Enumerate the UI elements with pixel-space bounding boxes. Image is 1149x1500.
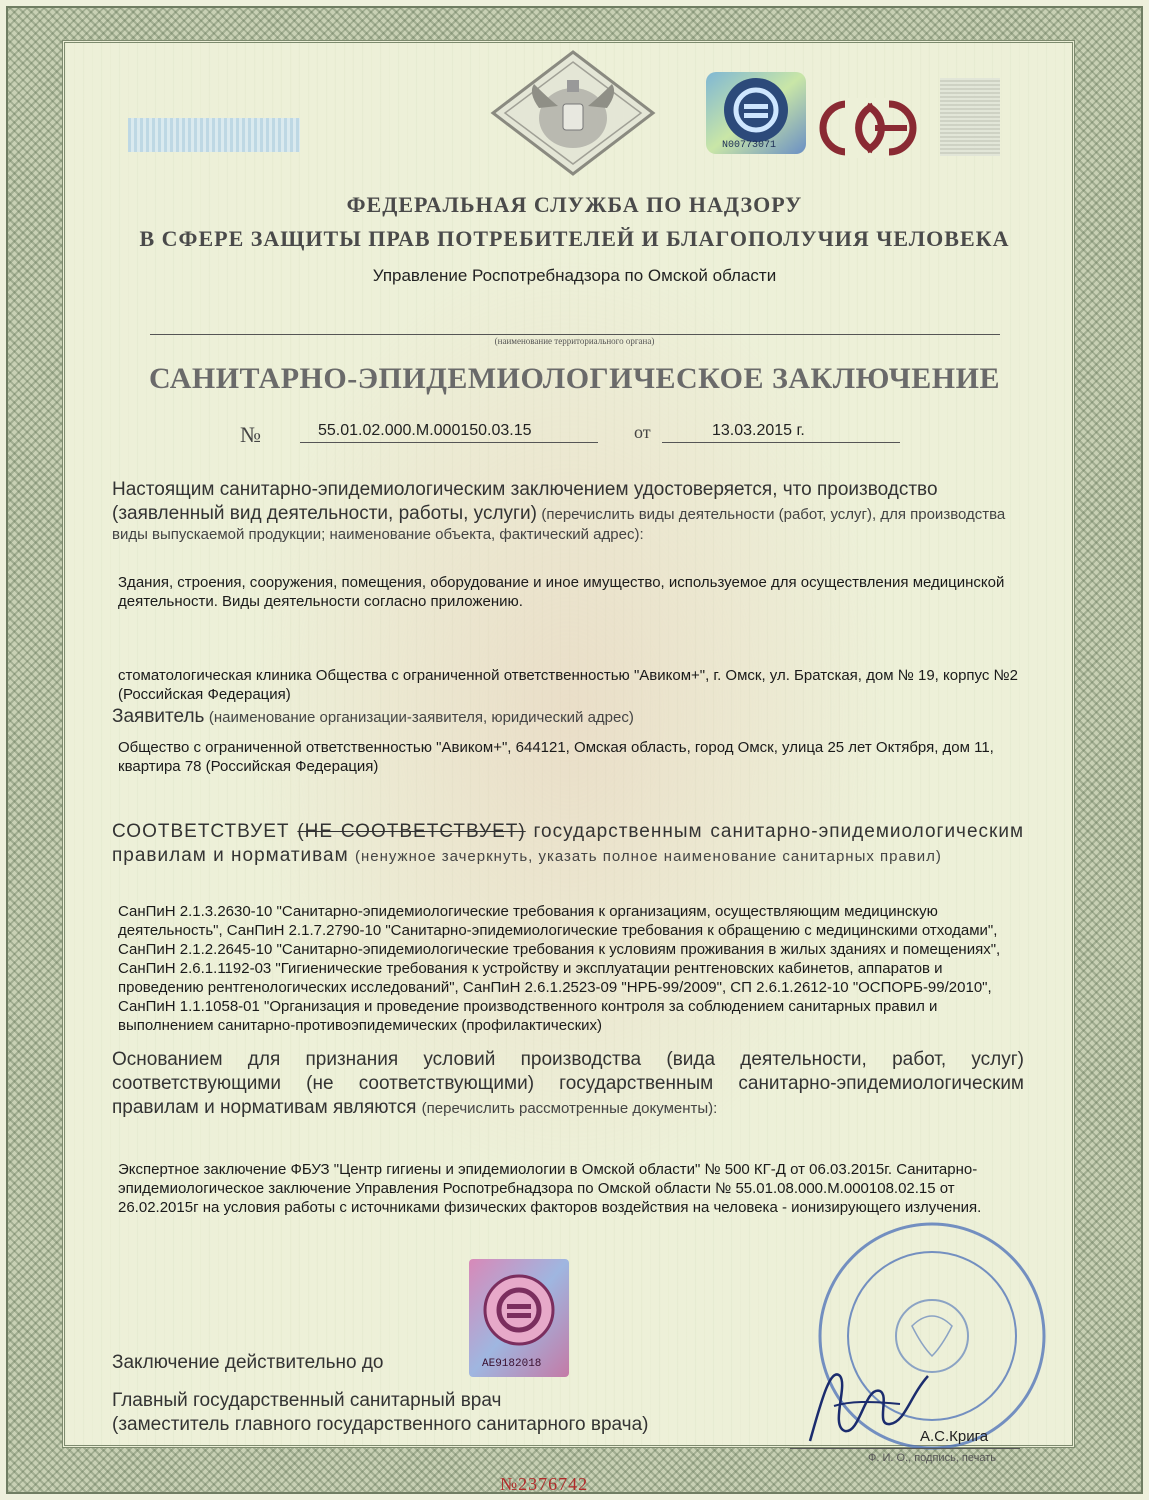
document-title: САНИТАРНО-ЭПИДЕМИОЛОГИЧЕСКОЕ ЗАКЛЮЧЕНИЕ <box>149 362 1000 395</box>
security-strip-left <box>128 118 300 152</box>
signer-name: А.С.Крига <box>920 1428 989 1445</box>
document-date: 13.03.2015 г. <box>662 422 900 443</box>
hologram-bottom-code: AE9182018 <box>482 1358 542 1370</box>
production-value: Здания, строения, сооружения, помещения, оборудование и иное имущество, используемое для осуществления медицинской деятельности. Виды деятельности согласно приложению. <box>118 574 1005 610</box>
applicant-label: Заявитель <box>112 706 205 727</box>
basis-value: Экспертное заключение ФБУЗ "Центр гигиены и эпидемиологии в Омской области" № 500 КГ-Д от 06.03.2015г. Санитарно-эпидемиологическое заключение Управления Роспотребнадзора по Омской области № 55.01.08.000.М.000108.02.15 от 26.02.2015г на условия работы с источниками физических факторов воздействия на человека - ионизирующего излучения. <box>118 1161 982 1216</box>
production-note: (перечислить виды деятельности (работ, услуг), для производства виды выпускаемой продукции; наименование объекта, фактический адрес): <box>112 506 1006 543</box>
signature-icon <box>790 1346 940 1456</box>
header-line-2: В СФЕРЕ ЗАЩИТЫ ПРАВ ПОТРЕБИТЕЛЕЙ И БЛАГОПОЛУЧИЯ ЧЕЛОВЕКА <box>139 226 1010 251</box>
production-intro: Настоящим санитарно-эпидемиологическим заключением удостоверяется, что производство (заявленный вид деятельности, работы, услуги) <box>112 479 938 524</box>
chief-doctor-label: Главный государственный санитарный врач <box>112 1390 502 1411</box>
compliance-section <box>112 820 1024 869</box>
se-mark-icon <box>815 98 925 158</box>
department-name: Управление Роспотребнадзора по Омской области <box>372 266 777 285</box>
production-section <box>112 478 1024 544</box>
department-underline <box>150 334 1000 335</box>
basis-intro: Основанием для признания условий производства (вида деятельности, работ, услуг) соответствующими (не соответствующими) государственным санитарно-эпидемиологическим правилам и нормативам являются <box>112 1049 1024 1118</box>
compliance-note: (ненужное зачеркнуть, указать полное наименование санитарных правил) <box>354 848 942 865</box>
signature-line <box>790 1448 1020 1449</box>
applicant-note: (наименование организации-заявителя, юридический адрес) <box>208 709 634 726</box>
applicant-value: Общество с ограниченной ответственностью "Авиком+", 644121, Омская область, город Омск, улица 25 лет Октября, дом 11, квартира 78 (Российская Федерация) <box>118 739 994 775</box>
serial-number: №2376742 <box>500 1474 589 1494</box>
applicant-section <box>112 706 1024 728</box>
not-complies-word: (НЕ СООТВЕТСТВУЕТ) <box>297 821 526 842</box>
hologram-top-code: N00773071 <box>722 140 777 151</box>
production-object: стоматологическая клиника Общества с ограниченной ответственностью "Авиком+", г. Омск, ул. Братская, дом № 19, корпус №2 (Российская Федерация) <box>118 667 1018 703</box>
security-strip-right <box>940 78 1000 156</box>
date-label: от <box>634 422 651 442</box>
signature-caption: Ф. И. О., подпись, печать <box>868 1452 996 1464</box>
header-line-1: ФЕДЕРАЛЬНАЯ СЛУЖБА ПО НАДЗОРУ <box>346 192 803 217</box>
coat-of-arms-icon <box>488 48 658 178</box>
basis-section <box>112 1048 1024 1121</box>
valid-until-label: Заключение действительно до <box>112 1352 384 1373</box>
department-caption: (наименование территориального органа) <box>494 336 655 346</box>
compliance-value: СанПиН 2.1.3.2630-10 "Санитарно-эпидемиологические требования к организациям, осуществляющим медицинскую деятельность", СанПиН 2.1.7.2790-10 "Санитарно-эпидемиологические требования к обращению с медицинскими отходами", СанПиН 2.1.2.2645-10 "Санитарно-эпидемиологические требования к условиям проживания в жилых зданиях и помещениях", СанПиН 2.6.1.1192-03 "Гигиенические требования к устройству и эксплуатации рентгеновских кабинетов, аппаратов и проведению рентгенологических исследований", СанПиН 2.6.1.2523-09 "НРБ-99/2009", СП 2.6.1.2612-10 "ОСПОРБ-99/2010", СанПиН 1.1.1058-01 "Организация и проведение производственного контроля за соблюдением санитарных правил и выполнением санитарно-противоэпидемических (профилактических) <box>118 903 1001 1034</box>
complies-word: СООТВЕТСТВУЕТ <box>112 821 290 842</box>
document-number: 55.01.02.000.М.000150.03.15 <box>300 422 598 443</box>
basis-note: (перечислить рассмотренные документы): <box>421 1100 718 1117</box>
number-label: № <box>240 422 261 447</box>
compliance-text: государственным санитарно-эпидемиологическим правилам и нормативам <box>112 821 1025 866</box>
deputy-doctor-label: (заместитель главного государственного санитарного врача) <box>112 1414 649 1435</box>
